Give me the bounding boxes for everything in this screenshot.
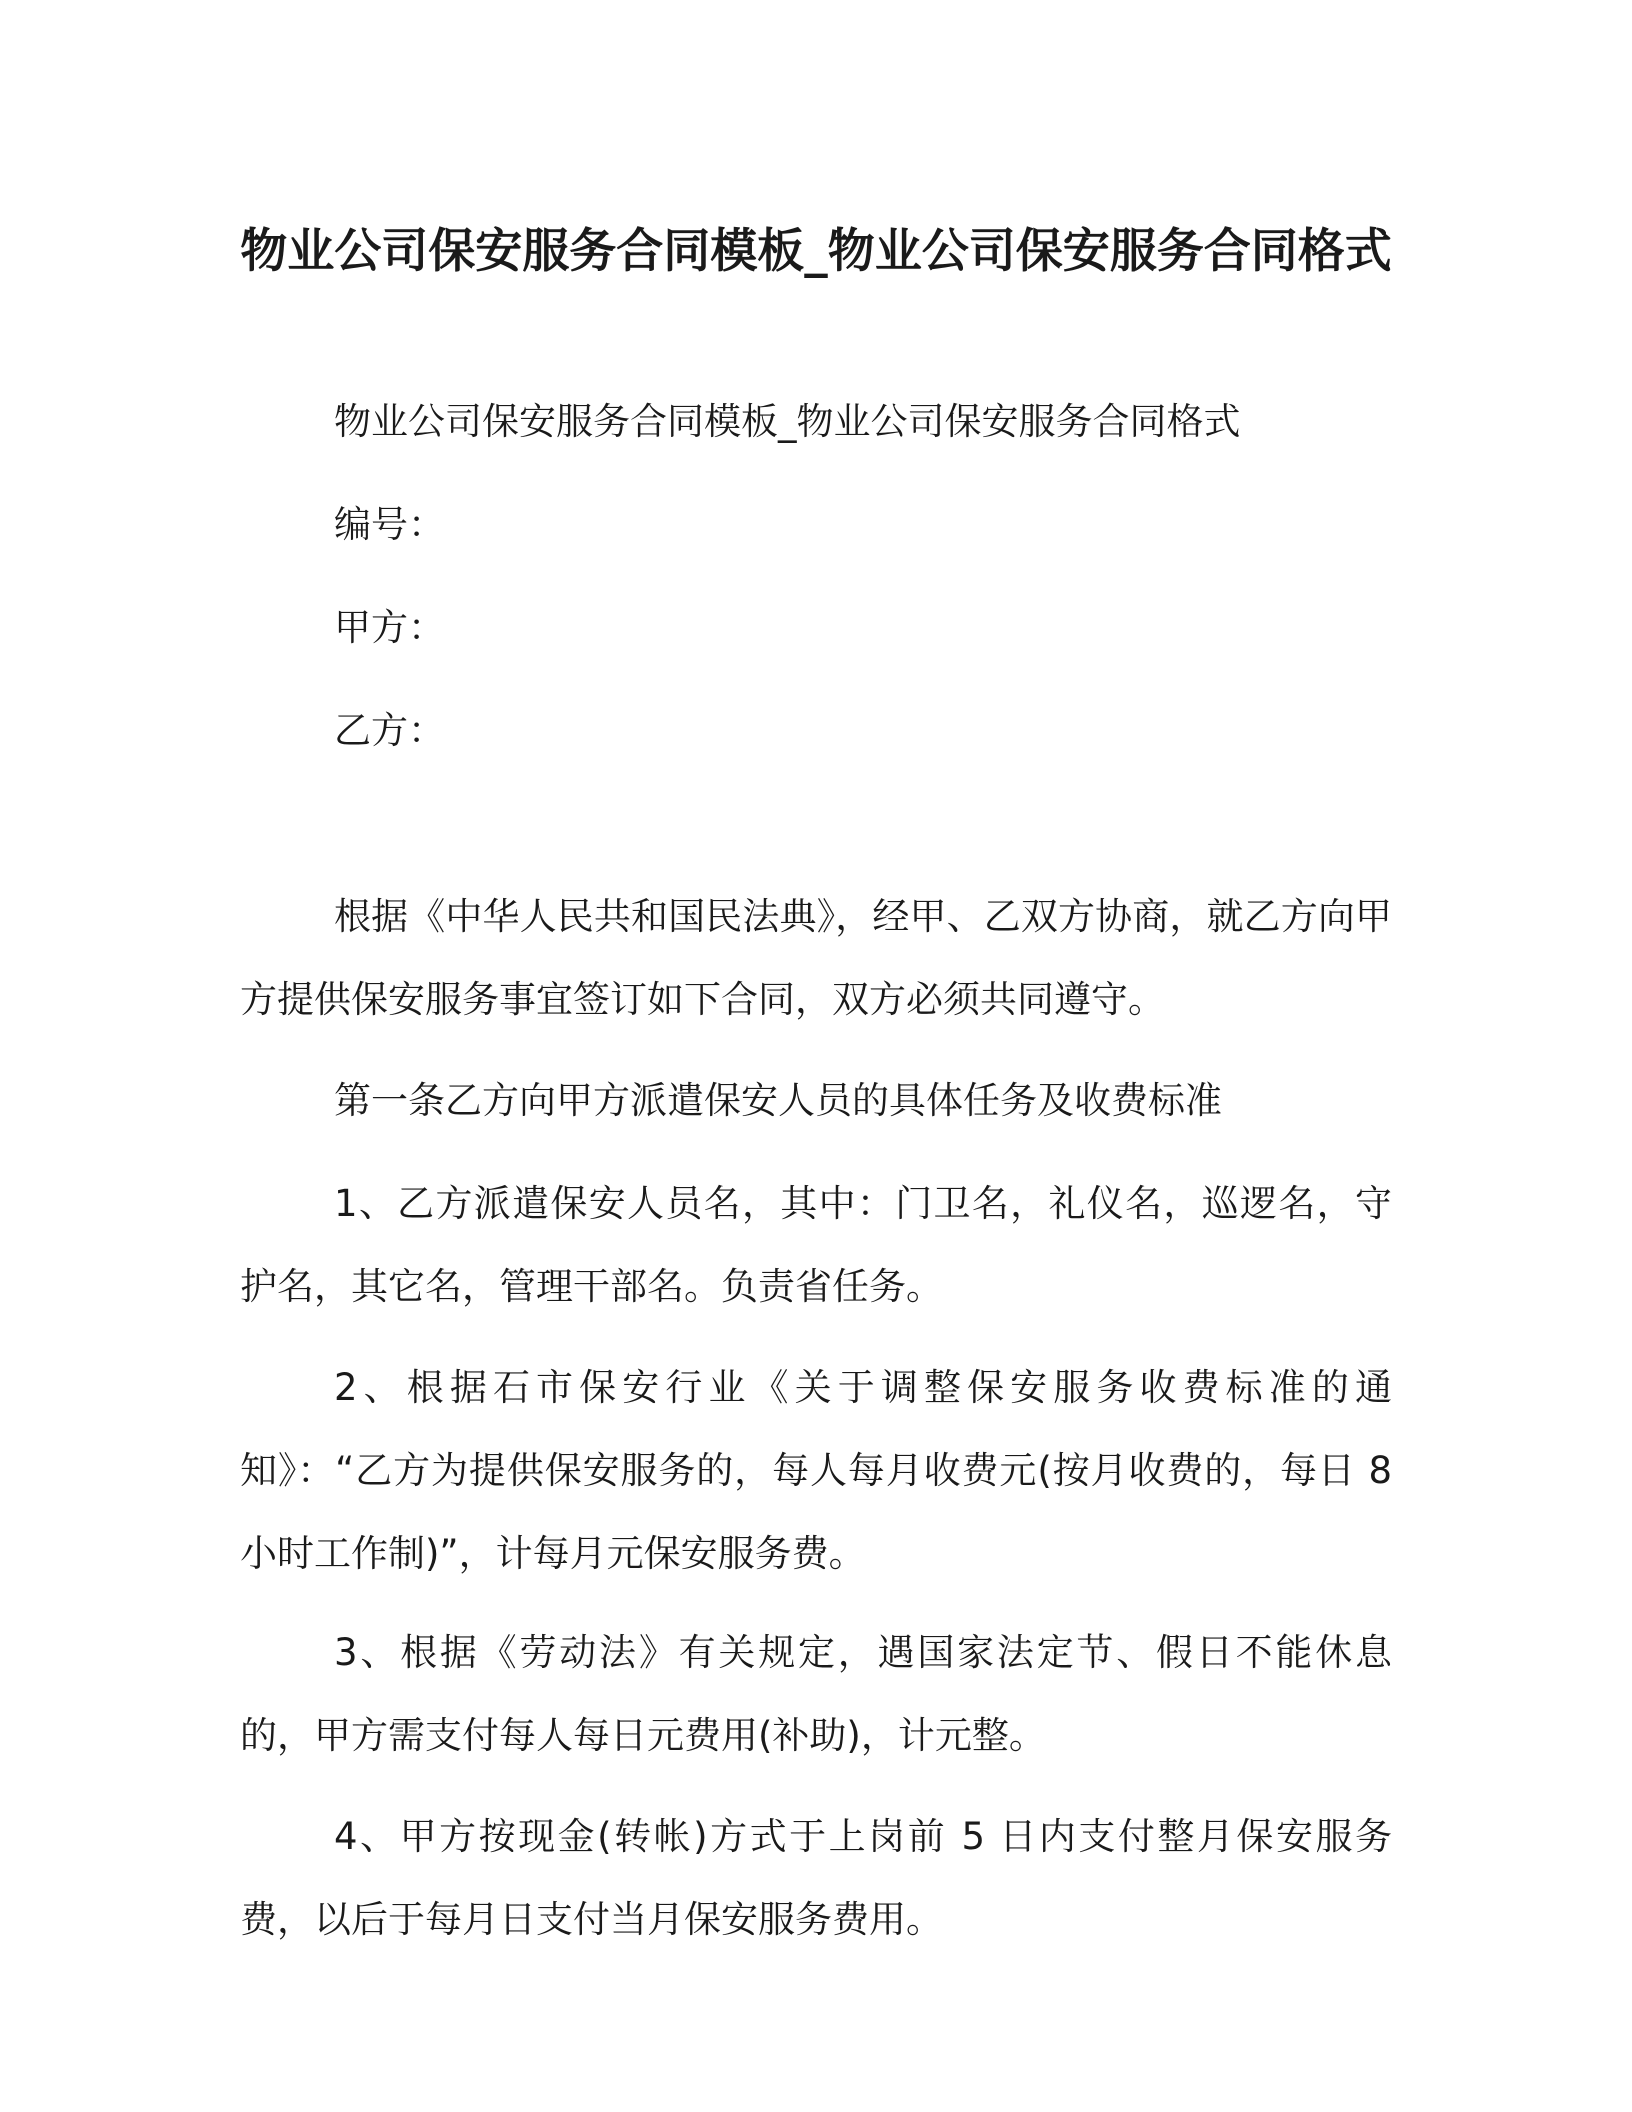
party-a-label: 甲方： (334, 606, 445, 649)
paragraph-text: 1、乙方派遣保安人员名，其中：门卫名，礼仪名，巡逻名，守护名，其它名，管理干部名。负责省任务。 (240, 1182, 1392, 1308)
paragraph-text: 根据《中华人民共和国民法典》，经甲、乙双方协商，就乙方向甲方提供保安服务事宜签订如下合同，双方必须共同遵守。 (240, 895, 1392, 1021)
contract-number-label: 编号： (334, 503, 445, 546)
article-heading: 第一条乙方向甲方派遣保安人员的具体任务及收费标准 (334, 1079, 1222, 1122)
document-subtitle: 物业公司保安服务合同模板_物业公司保安服务合同格式 (334, 400, 1241, 443)
party-b-label: 乙方： (334, 709, 445, 752)
paragraph-item-4 (240, 1712, 1392, 2044)
paragraph-text: 2、根据石市保安行业《关于调整保安服务收费标准的通知》：“乙方为提供保安服务的，每人每月收费元(按月收费的，每日 8 小时工作制)”，计每月元保安服务费。 (240, 1366, 1392, 1575)
paragraph-text: 3、根据《劳动法》有关规定，遇国家法定节、假日不能休息的，甲方需支付每人每日元费用(补助)，计元整。 (240, 1631, 1392, 1757)
paragraph-text: 4、甲方按现金(转帐)方式于上岗前 5 日内支付整月保安服务费，以后于每月日支付当月保安服务费用。 (240, 1815, 1392, 1941)
document-title: 物业公司保安服务合同模板_物业公司保安服务合同格式 (240, 224, 1392, 279)
